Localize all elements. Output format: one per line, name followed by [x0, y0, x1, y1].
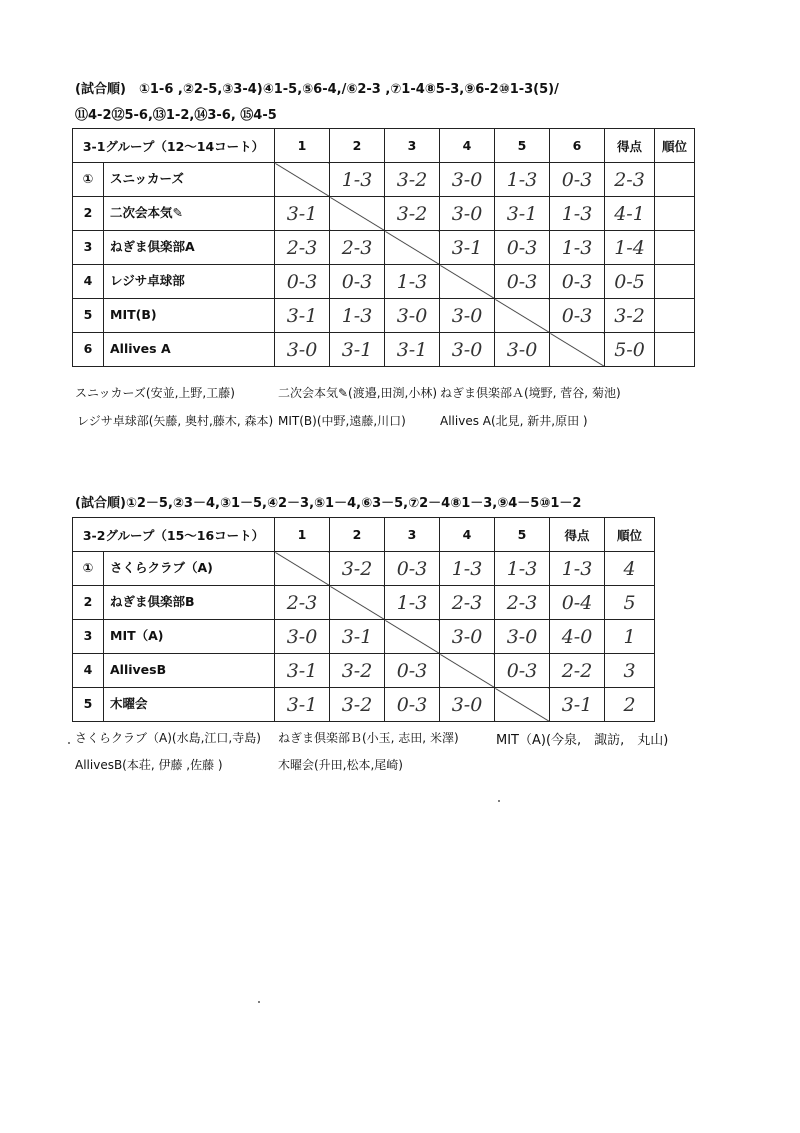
rank-cell: 1	[605, 620, 655, 654]
team-name: AllivesB	[110, 662, 167, 677]
match-result: 3-1	[330, 333, 385, 367]
match-result: 0-3	[330, 265, 385, 299]
team-cell	[73, 688, 275, 722]
team-name: さくらクラブ（A)	[110, 560, 213, 575]
self-match-cell	[495, 688, 550, 722]
match-result: 3-0	[440, 163, 495, 197]
self-match-cell	[330, 586, 385, 620]
match-result: 0-3	[385, 552, 440, 586]
team-row	[73, 620, 655, 654]
self-match-cell	[275, 552, 330, 586]
rank-cell: 3	[605, 654, 655, 688]
members-team-4: レジサ卓球部(矢藤, 奥村,藤木, 森本)	[77, 414, 274, 428]
team-name: 木曜会	[110, 696, 148, 711]
score-cell: 1-4	[605, 231, 655, 265]
match-order-line-g2: (試合順)①2－5,②3－4,③1－5,④2－3,⑤1－4,⑥3－5,⑦2－4⑧1－3,⑨4－5⑩1－2	[75, 496, 582, 511]
rank-cell	[655, 333, 695, 367]
group1-table	[72, 128, 695, 367]
team-number: 5	[83, 696, 93, 711]
col-header: 1	[275, 518, 330, 552]
match-result: 2-3	[495, 586, 550, 620]
members-team-6: Allives A(北見, 新井,原田 )	[440, 414, 588, 428]
members-team-5: 木曜会(升田,松本,尾崎)	[278, 758, 403, 772]
rank-cell: 2	[605, 688, 655, 722]
team-number: ①	[82, 171, 94, 186]
team-name: 二次会本気✎	[110, 205, 183, 220]
match-result: 3-0	[275, 620, 330, 654]
rank-header: 順位	[605, 518, 655, 552]
team-number: 3	[83, 239, 93, 254]
col-header: 4	[440, 129, 495, 163]
match-result: 3-1	[275, 688, 330, 722]
col-header: 4	[440, 518, 495, 552]
match-result: 0-3	[495, 265, 550, 299]
score-cell: 1-3	[550, 552, 605, 586]
match-result: 1-3	[330, 163, 385, 197]
match-result: 1-3	[440, 552, 495, 586]
match-order-line-1: (試合順) ①1-6 ,②2-5,③3-4)④1-5,⑤6-4,/⑥2-3 ,⑦1-4⑧5-3,⑨6-2⑩1-3(5)/	[75, 82, 559, 97]
team-number: ①	[82, 560, 94, 575]
match-result: 3-0	[440, 299, 495, 333]
self-match-cell	[275, 163, 330, 197]
rank-cell: 5	[605, 586, 655, 620]
rank-cell	[655, 197, 695, 231]
match-result: 3-0	[495, 333, 550, 367]
self-match-cell	[385, 231, 440, 265]
match-result: 0-3	[495, 231, 550, 265]
rank-cell	[655, 163, 695, 197]
team-row	[73, 197, 695, 231]
match-result: 3-0	[495, 620, 550, 654]
match-result: 1-3	[385, 586, 440, 620]
match-result: 3-0	[275, 333, 330, 367]
team-name: ねぎま倶楽部B	[110, 594, 195, 609]
group2-title: 3-2グループ（15～16コート）	[73, 518, 275, 552]
match-result: 2-3	[330, 231, 385, 265]
match-result: 2-3	[440, 586, 495, 620]
team-row	[73, 299, 695, 333]
members-team-2: ねぎま倶楽部Ｂ(小玉, 志田, 米澤)	[278, 731, 459, 745]
self-match-cell	[330, 197, 385, 231]
match-result: 3-1	[275, 299, 330, 333]
self-match-cell	[385, 620, 440, 654]
match-result: 3-2	[385, 163, 440, 197]
match-result: 0-3	[550, 163, 605, 197]
team-row	[73, 552, 655, 586]
match-result: 0-3	[385, 688, 440, 722]
team-name: ねぎま倶楽部A	[110, 239, 195, 254]
header-row	[73, 129, 695, 163]
rank-cell	[655, 231, 695, 265]
match-result: 3-0	[440, 333, 495, 367]
header-row	[73, 518, 655, 552]
match-result: 2-3	[275, 231, 330, 265]
team-cell	[73, 265, 275, 299]
col-header: 5	[495, 129, 550, 163]
col-header: 3	[385, 518, 440, 552]
col-header: 5	[495, 518, 550, 552]
match-result: 3-0	[440, 688, 495, 722]
score-cell: 0-5	[605, 265, 655, 299]
match-result: 1-3	[385, 265, 440, 299]
match-result: 3-2	[330, 654, 385, 688]
team-cell	[73, 299, 275, 333]
rank-header: 順位	[655, 129, 695, 163]
match-result: 0-3	[385, 654, 440, 688]
team-number: 6	[83, 341, 93, 356]
match-result: 1-3	[495, 552, 550, 586]
score-cell: 2-2	[550, 654, 605, 688]
group2-table	[72, 517, 655, 722]
match-result: 1-3	[495, 163, 550, 197]
team-cell	[73, 333, 275, 367]
team-name: スニッカーズ	[110, 171, 184, 186]
team-name: MIT（A)	[110, 628, 164, 643]
members-team-5: MIT(B)(中野,遠藤,川口)	[278, 414, 406, 428]
team-row	[73, 688, 655, 722]
members-team-1: さくらクラブ（A)(水島,江口,寺島)	[75, 731, 261, 745]
match-result: 0-3	[275, 265, 330, 299]
score-header: 得点	[605, 129, 655, 163]
team-name: Allives A	[110, 341, 171, 356]
members-team-3: MIT（A)(今泉, 諏訪, 丸山)	[496, 733, 669, 748]
match-result: 3-1	[330, 620, 385, 654]
members-team-4: AllivesB(本荘, 伊藤 ,佐藤 )	[75, 758, 223, 772]
team-cell	[73, 231, 275, 265]
self-match-cell	[495, 299, 550, 333]
team-row	[73, 586, 655, 620]
match-result: 3-1	[495, 197, 550, 231]
group1-title: 3-1グループ（12～14コート）	[73, 129, 275, 163]
match-result: 3-2	[330, 552, 385, 586]
team-row	[73, 163, 695, 197]
team-row	[73, 231, 695, 265]
match-result: 2-3	[275, 586, 330, 620]
team-cell	[73, 163, 275, 197]
team-number: 5	[83, 307, 93, 322]
members-team-1: スニッカーズ(安並,上野,工藤)	[75, 386, 235, 400]
team-number: 4	[83, 273, 93, 288]
match-result: 1-3	[330, 299, 385, 333]
match-result: 3-1	[440, 231, 495, 265]
self-match-cell	[440, 654, 495, 688]
members-team-3: ねぎま倶楽部Ａ(境野, 菅谷, 菊池)	[440, 386, 621, 400]
score-header: 得点	[550, 518, 605, 552]
match-result: 3-1	[275, 654, 330, 688]
members-team-2: 二次会本気✎(渡邉,田渕,小林)	[278, 386, 438, 400]
match-result: 3-0	[440, 620, 495, 654]
scan-speck	[498, 800, 500, 802]
match-result: 3-0	[440, 197, 495, 231]
col-header: 6	[550, 129, 605, 163]
team-row	[73, 654, 655, 688]
team-number: 4	[83, 662, 93, 677]
match-order-line-2: ⑪4-2⑫5-6,⑬1-2,⑭3-6, ⑮4-5	[75, 108, 277, 123]
score-cell: 3-2	[605, 299, 655, 333]
team-cell	[73, 197, 275, 231]
scan-speck	[68, 742, 70, 744]
team-cell	[73, 620, 275, 654]
self-match-cell	[440, 265, 495, 299]
match-result: 0-3	[550, 299, 605, 333]
match-result: 3-2	[330, 688, 385, 722]
team-cell	[73, 654, 275, 688]
score-cell: 4-0	[550, 620, 605, 654]
team-cell	[73, 552, 275, 586]
match-result: 0-3	[550, 265, 605, 299]
col-header: 3	[385, 129, 440, 163]
match-result: 3-1	[275, 197, 330, 231]
team-number: 2	[83, 205, 93, 220]
team-row	[73, 265, 695, 299]
team-number: 2	[83, 594, 93, 609]
match-result: 0-3	[495, 654, 550, 688]
team-row	[73, 333, 695, 367]
rank-cell	[655, 265, 695, 299]
score-cell: 2-3	[605, 163, 655, 197]
score-cell: 4-1	[605, 197, 655, 231]
col-header: 2	[330, 129, 385, 163]
match-result: 1-3	[550, 197, 605, 231]
rank-cell: 4	[605, 552, 655, 586]
col-header: 1	[275, 129, 330, 163]
self-match-cell	[550, 333, 605, 367]
team-name: MIT(B)	[110, 307, 157, 322]
scan-speck	[258, 1001, 260, 1003]
score-cell: 3-1	[550, 688, 605, 722]
rank-cell	[655, 299, 695, 333]
team-number: 3	[83, 628, 93, 643]
col-header: 2	[330, 518, 385, 552]
team-name: レジサ卓球部	[110, 273, 185, 288]
score-cell: 5-0	[605, 333, 655, 367]
score-cell: 0-4	[550, 586, 605, 620]
match-result: 3-0	[385, 299, 440, 333]
match-result: 1-3	[550, 231, 605, 265]
team-cell	[73, 586, 275, 620]
match-result: 3-2	[385, 197, 440, 231]
match-result: 3-1	[385, 333, 440, 367]
